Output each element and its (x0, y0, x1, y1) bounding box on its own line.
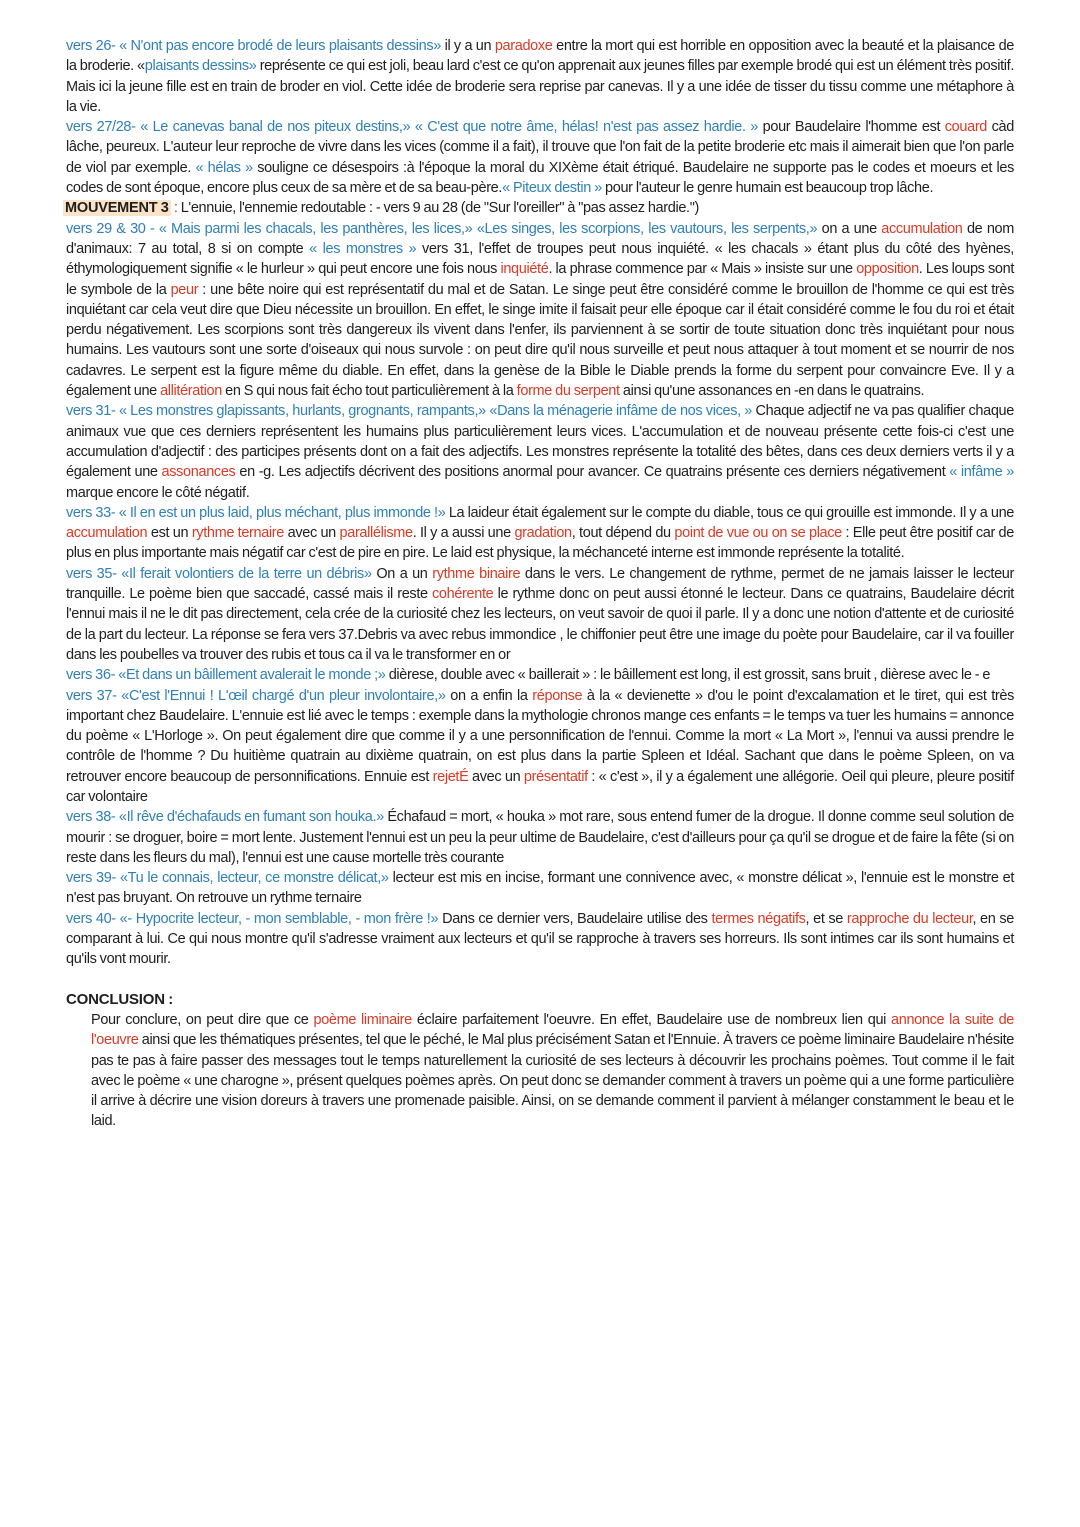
stylistic-figure: cohérente (432, 586, 494, 603)
quoted-verse: vers 33- « Il en est un plus laid, plus méchant, plus immonde !» (66, 504, 446, 521)
text-run: . la phrase commence par « Mais » insiste sur une (548, 261, 857, 278)
text-run: On a un (371, 565, 433, 582)
quoted-verse: « infâme » (949, 464, 1014, 481)
text-run: vers 31, l'effet de troupes peut nous inquiété. « les chacals » étant plus du côté des hyènes, éthymologiquement signifie « le hurleur » qui peut encore une fois nous (66, 240, 1014, 278)
text-run: lecteur est mis en incise, formant une connivence avec, « monstre délicat », l'ennuie est le monstre et n'est pas bruyant. On retrouve un rythme ternaire (66, 870, 1015, 907)
stylistic-figure: réponse (532, 687, 583, 704)
stylistic-figure: gradation (514, 525, 572, 542)
analysis-text (66, 36, 1014, 1132)
stylistic-figure: rapproche du lecteur (846, 910, 973, 927)
quoted-verse: vers 31- « Les monstres glapissants, hurlants, grognants, rampants,» «Dans la ménagerie infâme de nos vices, » (66, 403, 753, 420)
text-run: en S qui nous fait écho tout particulièrement à la (221, 383, 517, 400)
paragraph-vers-26 (66, 36, 1014, 117)
paragraph-vers-33 (66, 503, 1014, 564)
text-run: il y a un (440, 38, 495, 54)
text-run: . Il y a aussi une (412, 525, 515, 542)
paragraph-vers-38 (66, 807, 1014, 868)
quoted-verse: « hélas » (195, 159, 253, 176)
stylistic-figure: poème liminaire (313, 1011, 412, 1028)
stylistic-figure: parallélisme (339, 525, 413, 542)
stylistic-figure: point de vue ou on se place (674, 525, 842, 542)
text-run: : une bête noire qui est représentatif du mal et de Satan. Le singe peut être considéré comme le brouillon de l'homme ce qui est très inquiétant car cela veut dire que Dieu nécessite un brouillon. En effet, le singe imite il faisait peur elle époque car il était considéré comme le fou du roi et était perdu négativement. Les scorpions sont très dangereux ils vivent dans l'enfer, ils parviennent à se sortir de toute situation donc très inquiétant pour nous humains. Les vautours sont une sorte d'oiseaux qui nous survole : on peut dire qu'il nous surveille et peut nous attaquer à tout moment et se nourrir de nos cadavres. Le serpent est la figure même du diable. En effet, dans la genèse de la Bible le Diable prends la forme du serpent pour convaincre Eve. Il y a également une (66, 281, 1014, 400)
stylistic-figure: : (170, 200, 181, 217)
stylistic-figure: rejetÉ (432, 768, 469, 785)
text-run: entre la mort qui est horrible en opposition avec la beauté et la plaisance de la broderie. « (66, 38, 1015, 75)
paragraph-vers-40 (66, 909, 1014, 970)
paragraph-vers-39 (66, 868, 1014, 909)
text-run: , et se (805, 910, 847, 927)
paragraph-vers-31 (66, 401, 1014, 502)
text-run: on a enfin la (445, 687, 533, 704)
text-run: en -g. Les adjectifs décrivent des positions anormal pour avancer. Ce quatrains présente ces derniers négativement (235, 464, 950, 481)
text-run: à la « devienette » d'ou le point d'excalamation et le tiret, qui est très important chez Baudelaire. L'ennuie est lié avec le temps : exemple dans la mythologie chronos mange ces enfants = le temps va tuer les humains = annonce du poème « L'Horloge ». On peut également dire que comme il y a une personnification de l'ennui. Comme la mort « La Mort », l'ennui va aussi prendre le contrôle de l'homme ? Du huitième quatrain au dixième quatrain, on est plus dans la partie Spleen et Idéal. Sachant que dans le poème Spleen, on va retrouver encore beaucoup de personnifications. Ennuie est (66, 687, 1014, 785)
text-run: , tout dépend du (571, 525, 675, 542)
quoted-verse: plaisants dessins» (144, 58, 257, 75)
text-run: ainsi que les thématiques présentes, tel que le péché, le Mal plus précisément Satan et l'Ennuie. À travers ce poème liminaire Baudelaire n'hésite pas te pas à faire passer des messages tout le temps naturellement la curiosité de ses lecteurs à découvrir les prochains poèmes. Tout comme il le fait avec le poème « une charogne », présent quelques poèmes après. On peut donc se demander comment à travers un poème qui a une forme particulière il arrive à décrire une vision doreurs à travers une promenade paisible. Ainsi, on se demande comment il parvient à mélanger constamment le beau et le laid. (91, 1032, 1014, 1130)
quoted-verse: vers 27/28- « Le canevas banal de nos piteux destins,» « C'est que notre âme, hélas! n'est pas assez hardie. » (66, 119, 759, 136)
stylistic-figure: forme du serpent (516, 383, 620, 400)
stylistic-figure: rythme ternaire (191, 525, 285, 542)
stylistic-figure: annonce la suite de l'oeuvre (91, 1011, 1014, 1049)
text-run: le rythme donc on peut aussi étonné le lecteur. Dans ce quatrains, Baudelaire décrit l'ennui mais il ne le dit pas directement, cela crée de la curiosité chez les lecteurs, on veut savoir de quoi il parle. Il y a donc une notion d'attente et de curiosité de la part du lecteur. La réponse se fera vers 37.Debris va avec rebus immondice , le chiffonier peut être une image du poète pour Baudelaire, car il va fouiller dans les poubelles va trouver des rubis et tous ca il va le transformer en or (66, 586, 1014, 663)
stylistic-figure: accumulation (66, 525, 148, 542)
quoted-verse: « Piteux destin » (502, 180, 602, 197)
conclusion-paragraph (91, 1010, 1014, 1132)
paragraph-vers-35 (66, 564, 1014, 665)
stylistic-figure: paradoxe (494, 38, 553, 54)
text-run: pour Baudelaire l'homme est (758, 119, 945, 136)
text-run: marque encore le côté négatif. (66, 484, 250, 501)
paragraph-vers-27-28 (66, 117, 1014, 198)
quoted-verse: vers 26- « N'ont pas encore brodé de leurs plaisants dessins» (66, 38, 441, 54)
quoted-verse: vers 39- «Tu le connais, lecteur, ce monstre délicat,» (66, 870, 389, 887)
stylistic-figure: présentatif (523, 768, 588, 785)
text-run: avec un (284, 525, 340, 542)
quoted-verse: vers 37- «C'est l'Ennui ! L'œil chargé d'un pleur involontaire,» (66, 687, 446, 704)
text-run: on a une (817, 220, 882, 237)
text-run: Pour conclure, on peut dire que ce (91, 1011, 314, 1028)
paragraph-vers-37 (66, 686, 1014, 808)
stylistic-figure: termes négatifs (711, 910, 806, 927)
paragraph-vers-36 (66, 665, 1014, 685)
quoted-verse: « les monstres » (309, 240, 417, 257)
text-run: ainsi qu'une assonances en -en dans le quatrains. (619, 383, 925, 400)
text-run: , en se comparant à lui. Ce qui nous montre qu'il s'adresse vraiment aux lecteurs et qu'il se rapproche à travers ses horreurs. Ils sont intimes car ils sont humains et qu'ils vont mourir. (66, 910, 1014, 968)
text-run: dièrese, double avec « baillerait » : le bâillement est long, il est grossit, sans bruit , dièrese avec le - e (385, 667, 991, 684)
quoted-verse: vers 38- «Il rêve d'échafauds en fumant son houka.» (66, 809, 384, 826)
text-run: càd lâche, peureux. L'auteur leur reproche de vivre dans les vices (comme il a fait), il trouve que l'on fait de la petite broderie etc mais il aimerait bien que l'on parle de viol par exemple. (66, 119, 1014, 176)
text-run: est un (147, 525, 192, 542)
text-run: pour l'auteur le genre humain est beaucoup trop lâche. (601, 180, 934, 197)
paragraph-vers-29-30 (66, 219, 1014, 402)
quoted-verse: vers 40- «- Hypocrite lecteur, - mon semblable, - mon frère !» (66, 910, 439, 927)
quoted-verse: vers 29 & 30 - « Mais parmi les chacals, les panthères, les lices,» «Les singes, les scorpions, les vautours, les serpents,» (66, 220, 818, 237)
stylistic-figure: assonances (161, 464, 236, 481)
text-run: La laideur était également sur le compte du diable, tous ce qui grouille est immonde. Il y a une (445, 504, 1014, 521)
text-run: L'ennuie, l'ennemie redoutable : - vers 9 au 28 (de "Sur l'oreiller" à "pas assez hardie.") (180, 200, 699, 217)
quoted-verse: vers 36- «Et dans un bâillement avalerait le monde ;» (66, 667, 386, 684)
text-run: représente ce qui est joli, beau lard c'est ce qu'on apprenait aux jeunes filles par exemple brodé qui est un élément très positif. Mais ici la jeune fille est en train de broder en viol. Cette idée de broderie sera reprise par canevas. Il y a une idée de tisser du tissu comme une métaphore à la vie. (66, 58, 1015, 115)
stylistic-figure: allitération (160, 383, 222, 400)
movement-3-heading (66, 198, 1014, 218)
text-run: : « c'est », il y a également une allégorie. Oeil qui pleure, pleure positif car volontaire (66, 768, 1014, 805)
text-run: dans le vers. Le changement de rythme, permet de ne jamais laisser le lecteur tranquille. Le poème bien que saccadé, cassé mais il reste (66, 565, 1014, 603)
quoted-verse: vers 35- «Il ferait volontiers de la terre un débris» (66, 565, 372, 582)
text-run: : Elle peut être positif car de plus en plus importante mais négatif car c'est de pire en pire. Le laid est physique, la méchanceté interne est immonde représente la totalité. (66, 525, 1014, 562)
conclusion-title: CONCLUSION : (66, 990, 174, 1008)
stylistic-figure: peur (170, 281, 199, 298)
stylistic-figure: opposition (856, 261, 919, 278)
text-run: . Les loups sont le symbole de la (66, 261, 1015, 298)
section-heading: MOUVEMENT 3 (65, 200, 169, 217)
stylistic-figure: rythme binaire (432, 565, 521, 582)
text-run: Chaque adjectif ne va pas qualifier chaque animaux vue que ces derniers représentent les humains plus particulièrement leurs vices. L'accumulation et de nouveau présente cette fois-ci c'est une accumulation d'adjectif : des participes présents dont on a fait des adjectifs. Les monstres représente la totalité des bêtes, dans ces deux derniers verts il y a également une (66, 403, 1014, 481)
text-run: Échafaud = mort, « houka » mot rare, sous entend fumer de la drogue. Il donne comme seul solution de mourir : se droguer, boire = mort lente. Justement l'ennui est un peu la peur ultime de Baudelaire, c'est d'ailleurs pour ça qu'il se drogue et de faire la fête (si on reste dans les fleurs du mal), l'ennui est une cause mortelle très courante (66, 809, 1015, 866)
text-run: souligne ce désespoirs :à l'époque la moral du XIXème était étriqué. Baudelaire ne supporte pas le codes et moeurs et les codes de sont époque, encore plus ceux de sa mère et de sa beau-père. (66, 159, 1014, 197)
text-run: éclaire parfaitement l'oeuvre. En effet, Baudelaire use de nombreux lien qui (411, 1011, 892, 1028)
text-run: Dans ce dernier vers, Baudelaire utilise des (438, 910, 712, 927)
stylistic-figure: inquiété (500, 261, 549, 278)
text-run: avec un (468, 768, 524, 785)
stylistic-figure: couard (944, 119, 988, 136)
stylistic-figure: accumulation (881, 220, 963, 237)
text-run: de nom d'animaux: 7 au total, 8 si on compte (66, 220, 1014, 257)
